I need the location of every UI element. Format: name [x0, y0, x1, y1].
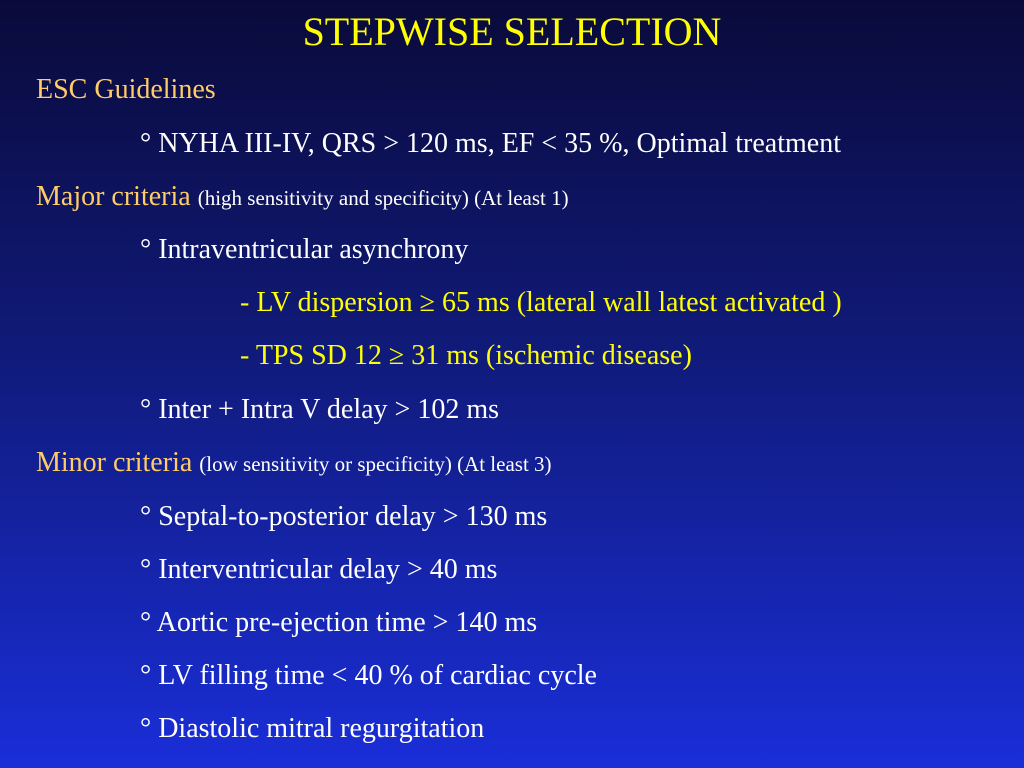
minor-criteria-item: ° Interventricular delay > 40 ms — [140, 554, 498, 585]
esc-guidelines-label: ESC Guidelines — [36, 74, 216, 105]
minor-criteria-item: ° Diastolic mitral regurgitation — [140, 713, 485, 744]
minor-criteria-item: ° Septal-to-posterior delay > 130 ms — [140, 501, 548, 532]
major-criteria-item: ° Intraventricular asynchrony — [140, 234, 469, 265]
esc-guidelines-heading — [36, 75, 216, 105]
minor-criteria-item: ° LV filling time < 40 % of cardiac cycle — [140, 660, 597, 691]
major-criteria-label: Major criteria — [36, 181, 191, 212]
major-criteria-subitem: - TPS SD 12 ≥ 31 ms (ischemic disease) — [240, 340, 692, 371]
minor-criteria-label: Minor criteria — [36, 447, 193, 478]
esc-guidelines-item: ° NYHA III-IV, QRS > 120 ms, EF < 35 %, Optimal treatment — [140, 128, 841, 159]
major-criteria-subitem: - LV dispersion ≥ 65 ms (lateral wall latest activated ) — [240, 287, 842, 318]
minor-criteria-item: ° Aortic pre-ejection time > 140 ms — [140, 607, 538, 638]
major-criteria-note: (high sensitivity and specificity) (At least 1) — [197, 186, 569, 210]
major-criteria-item: ° Inter + Intra V delay > 102 ms — [140, 394, 500, 425]
minor-criteria-note: (low sensitivity or specificity) (At least 3) — [199, 452, 552, 476]
slide-title: STEPWISE SELECTION — [302, 9, 722, 54]
minor-criteria-heading — [36, 448, 552, 479]
major-criteria-heading — [36, 182, 569, 213]
